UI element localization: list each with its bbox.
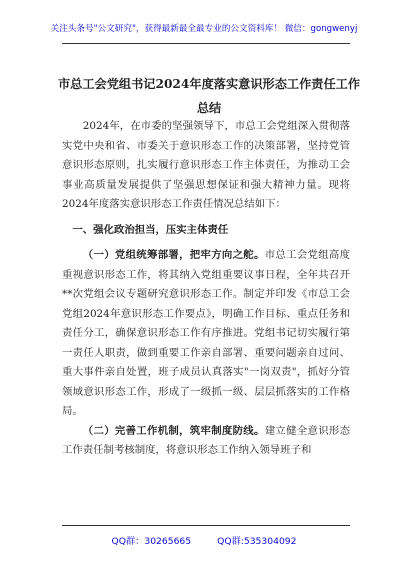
section-heading: 一、强化政治担当，压实主体责任 <box>72 223 229 236</box>
sub-heading: （一）党组统筹部署，把牢方向之舵。 <box>82 249 265 261</box>
paragraph-sub2 <box>62 422 350 461</box>
paragraph-text: 建立健全意识形态工作责任制考核制度，将意识形态工作纳入领导班子和 <box>62 424 351 456</box>
document-title: 市总工会党组书记2024年度落实意识形态工作责任工作总结 <box>57 77 361 115</box>
paragraph-text: 市总工会党组高度重视意识形态工作，将其纳入党组重要议事日程，全年共召开**次党组会议专题研究意识形态工作。制定并印发《市总工会党组2024年意识形态工作要点》，明确工作目标、重点任务和责任分工，确保意识形态工作有序推进。党组书记切实履行第一责任人职责，做到重要工作亲自部署、重要问题亲自过问、重大事件亲自处置，班子成员认真落实"一岗双责"，抓好分管领域意识形态工作，形成了一级抓一级、层层抓落实的工作格局。 <box>62 249 351 417</box>
sub-heading: （二）完善工作机制，筑牢制度防线。 <box>82 424 265 437</box>
qq-group-2: QQ群:535304092 <box>217 536 297 547</box>
document-body <box>62 117 350 461</box>
header-banner: 关注头条号"公文研究"，获得最新最全最专业的公文资料库！ 微信：gongwenyj <box>50 24 358 34</box>
footer <box>0 533 408 547</box>
header-divider <box>62 43 350 44</box>
intro-paragraph: 2024年，在市委的坚强领导下，市总工会党组深入贯彻落实党中央和省、市委关于意识形态工作的决策部署，坚持党管意识形态原则，扎实履行意识形态工作主体责任，为推动工会事业高质量发展提供了坚强思想保证和强大精神力量。现将2024年度落实意识形态工作责任情况总结如下： <box>62 120 350 210</box>
paragraph-sub1 <box>62 246 350 422</box>
qq-group-1: QQ群：30265665 <box>111 536 192 547</box>
footer-divider <box>62 525 350 526</box>
